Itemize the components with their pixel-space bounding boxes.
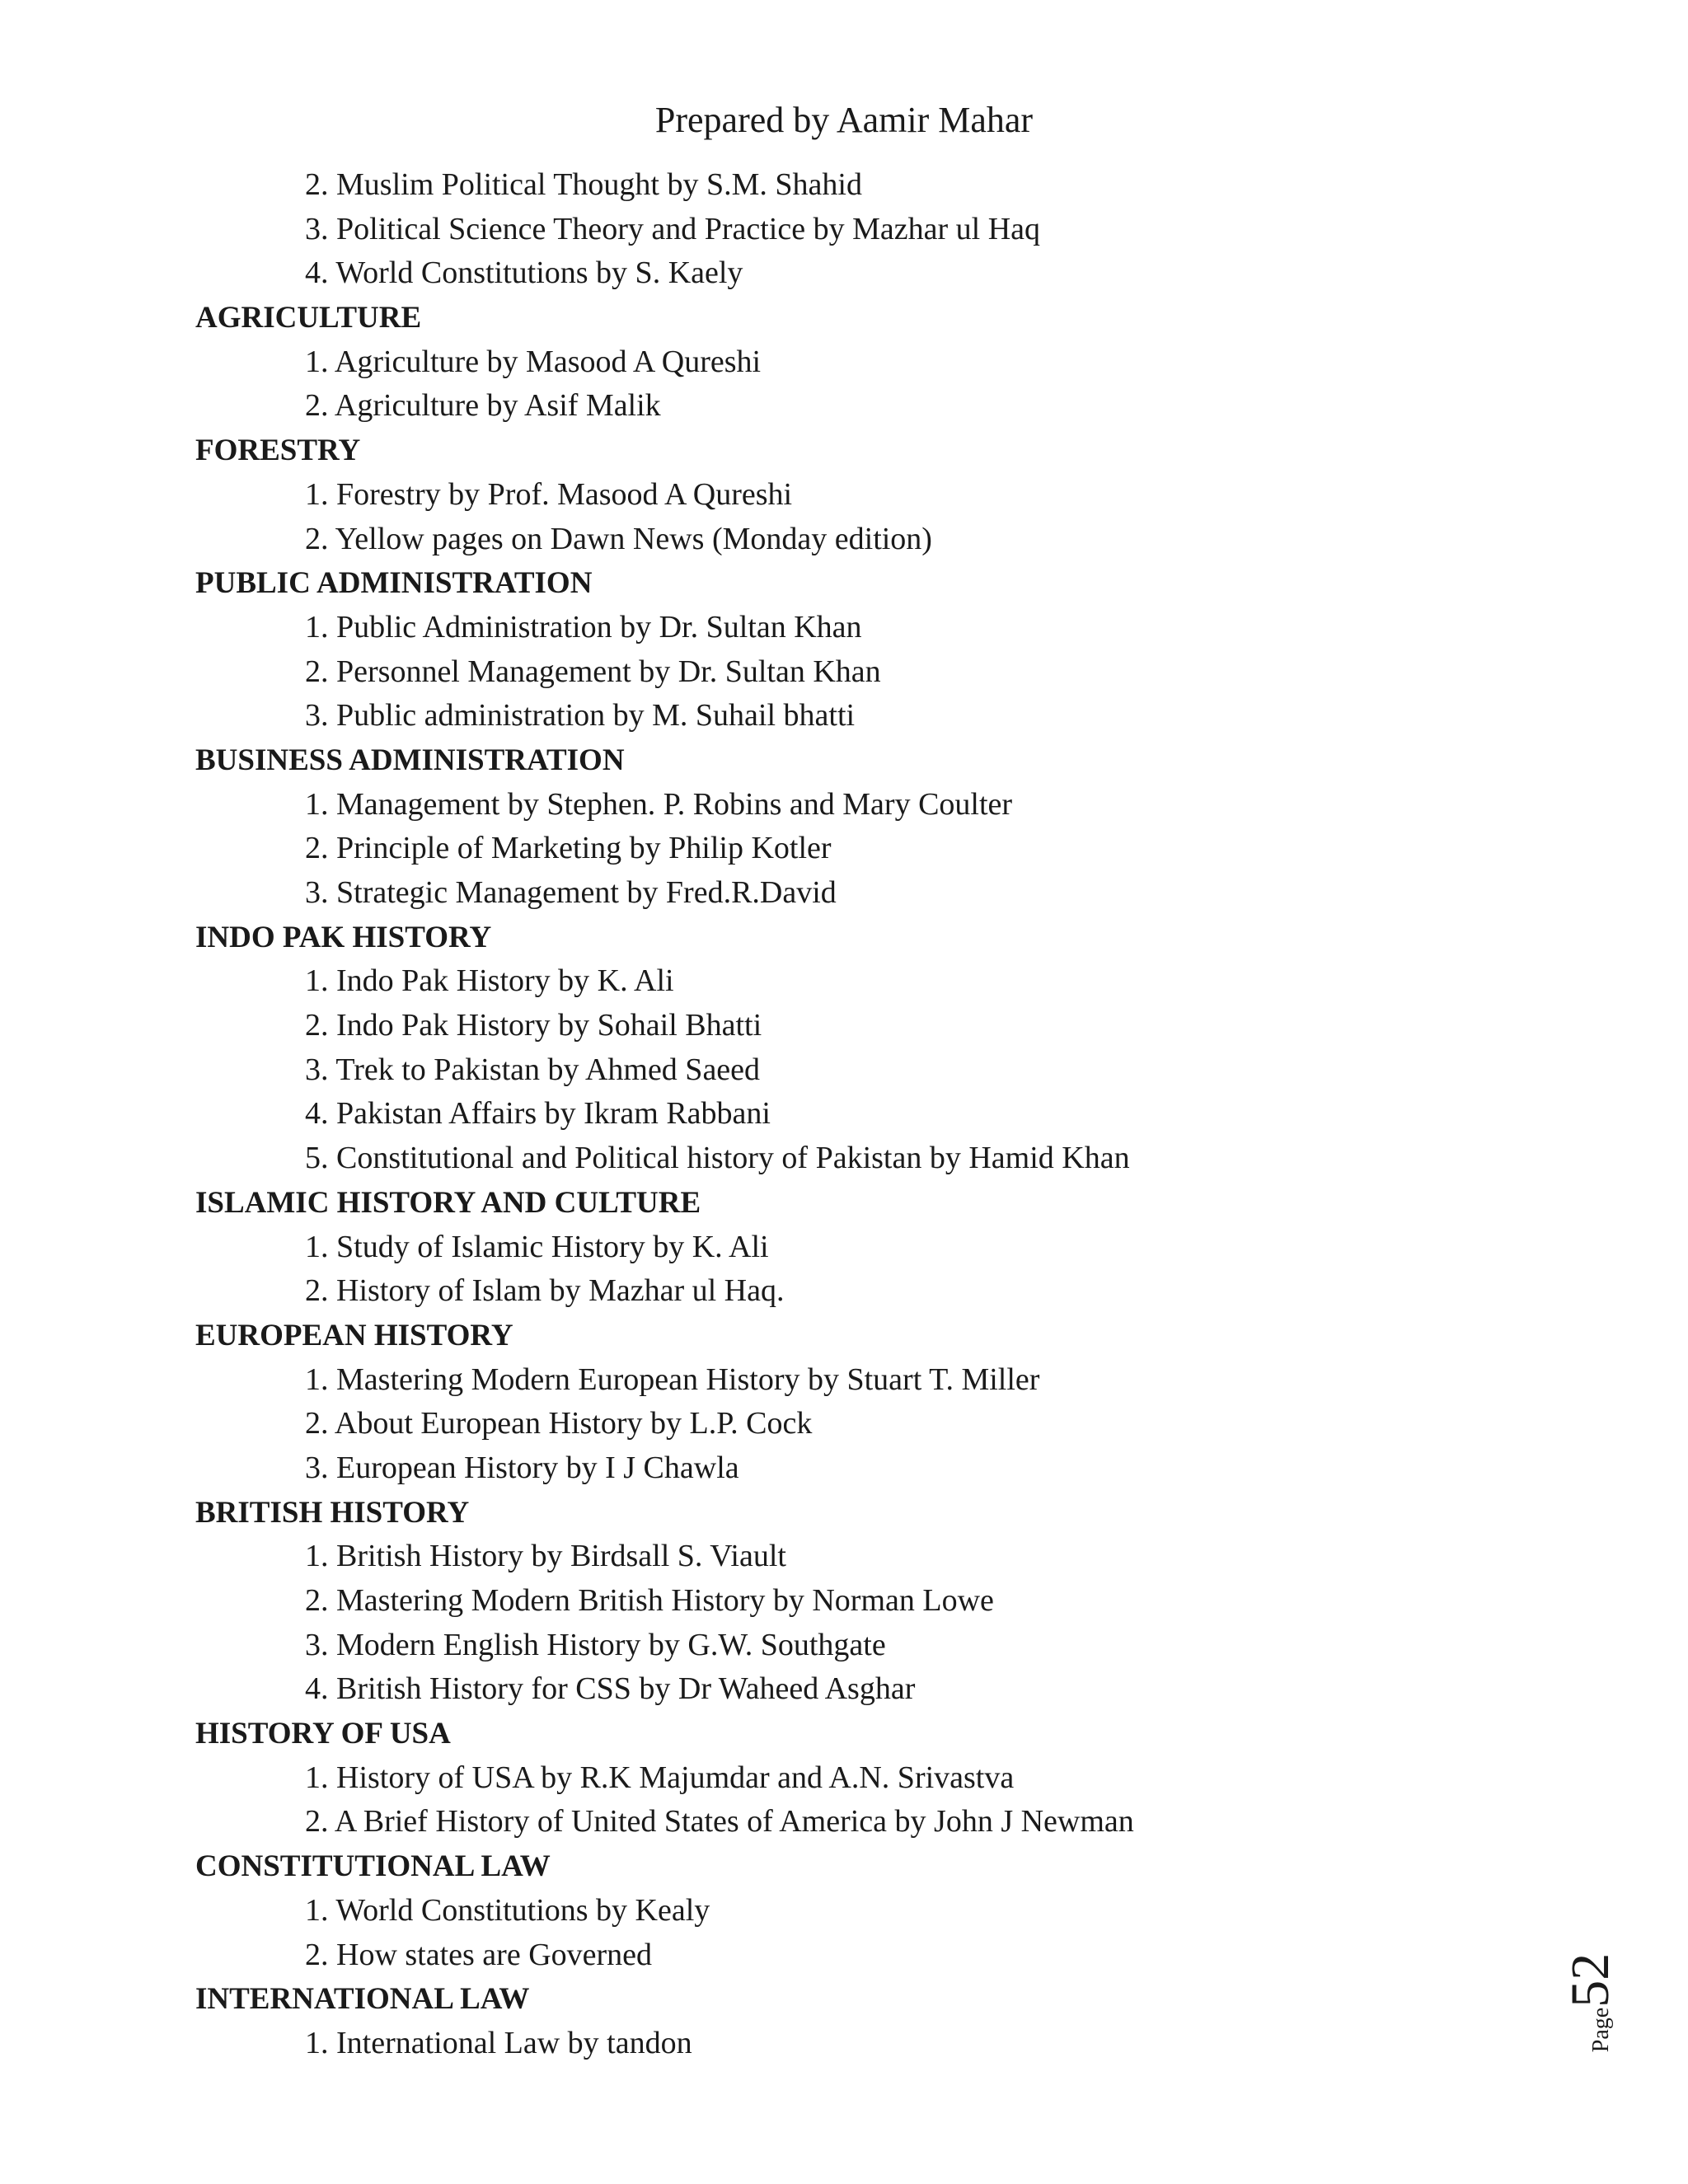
book-list-item: 1. World Constitutions by Kealy	[305, 1892, 710, 1928]
book-list-item: 2. Personnel Management by Dr. Sultan Khan	[305, 654, 881, 689]
book-list-item: 2. Muslim Political Thought by S.M. Shahid	[305, 167, 862, 202]
book-list-item: 2. Yellow pages on Dawn News (Monday edition)	[305, 521, 932, 556]
book-list-item: 1. Forestry by Prof. Masood A Qureshi	[305, 476, 793, 512]
book-list-item: 2. About European History by L.P. Cock	[305, 1406, 813, 1441]
book-list-item: 3. Political Science Theory and Practice by Mazhar ul Haq	[305, 211, 1040, 246]
reading-list	[0, 163, 1525, 2066]
book-list-item: 1. Management by Stephen. P. Robins and Mary Coulter	[305, 786, 1013, 822]
section-heading: EUROPEAN HISTORY	[195, 1318, 513, 1352]
section-heading: INTERNATIONAL LAW	[195, 1982, 530, 2017]
book-list-item: 2. How states are Governed	[305, 1937, 653, 1972]
book-list-item: 1. History of USA by R.K Majumdar and A.N. Srivastva	[305, 1760, 1015, 1795]
book-list-item: 2. Principle of Marketing by Philip Kotler	[305, 831, 832, 866]
book-list-item: 4. British History for CSS by Dr Waheed Asghar	[305, 1671, 916, 1707]
book-list-item: 3. Public administration by M. Suhail bhatti	[305, 698, 856, 733]
page-number: 52	[1560, 1952, 1620, 2008]
book-list-item: 3. Modern English History by G.W. Southgate	[305, 1627, 886, 1662]
book-list-item: 3. Strategic Management by Fred.R.David	[305, 875, 837, 910]
book-list-item: 1. British History by Birdsall S. Viault	[305, 1539, 786, 1574]
book-list-item: 2. Mastering Modern British History by Norman Lowe	[305, 1583, 994, 1618]
book-list-item: 1. Mastering Modern European History by Stuart T. Miller	[305, 1361, 1040, 1397]
book-list-item: 3. Trek to Pakistan by Ahmed Saeed	[305, 1052, 761, 1087]
book-list-item: 2. A Brief History of United States of America by John J Newman	[305, 1804, 1134, 1840]
section-heading: HISTORY OF USA	[195, 1717, 451, 1751]
section-heading: FORESTRY	[195, 434, 361, 468]
book-list-item: 4. World Constitutions by S. Kaely	[305, 255, 743, 291]
page-number-label	[1560, 1941, 1620, 2064]
book-list-item: 4. Pakistan Affairs by Ikram Rabbani	[305, 1096, 771, 1132]
section-heading: INDO PAK HISTORY	[195, 920, 492, 954]
book-list-item: 1. Agriculture by Masood A Qureshi	[305, 344, 762, 379]
book-list-item: 2. Indo Pak History by Sohail Bhatti	[305, 1008, 762, 1043]
section-heading: CONSTITUTIONAL LAW	[195, 1849, 551, 1884]
page-header: Prepared by Aamir Mahar	[654, 100, 1034, 140]
section-heading: PUBLIC ADMINISTRATION	[195, 566, 593, 601]
book-list-item: 2. History of Islam by Mazhar ul Haq.	[305, 1273, 785, 1309]
book-list-item: 3. European History by I J Chawla	[305, 1450, 739, 1485]
book-list-item: 1. Indo Pak History by K. Ali	[305, 963, 674, 999]
book-list-item: 1. International Law by tandon	[305, 2025, 692, 2060]
book-list-item: 1. Study of Islamic History by K. Ali	[305, 1229, 769, 1264]
section-heading: BUSINESS ADMINISTRATION	[195, 743, 625, 777]
book-list-item: 1. Public Administration by Dr. Sultan Khan	[305, 609, 862, 644]
book-list-item: 2. Agriculture by Asif Malik	[305, 388, 661, 424]
section-heading: BRITISH HISTORY	[195, 1495, 470, 1530]
page-word: Page	[1588, 2007, 1614, 2053]
section-heading: AGRICULTURE	[195, 301, 422, 335]
book-list-item: 5. Constitutional and Political history of Pakistan by Hamid Khan	[305, 1141, 1130, 1176]
section-heading: ISLAMIC HISTORY AND CULTURE	[195, 1185, 701, 1220]
